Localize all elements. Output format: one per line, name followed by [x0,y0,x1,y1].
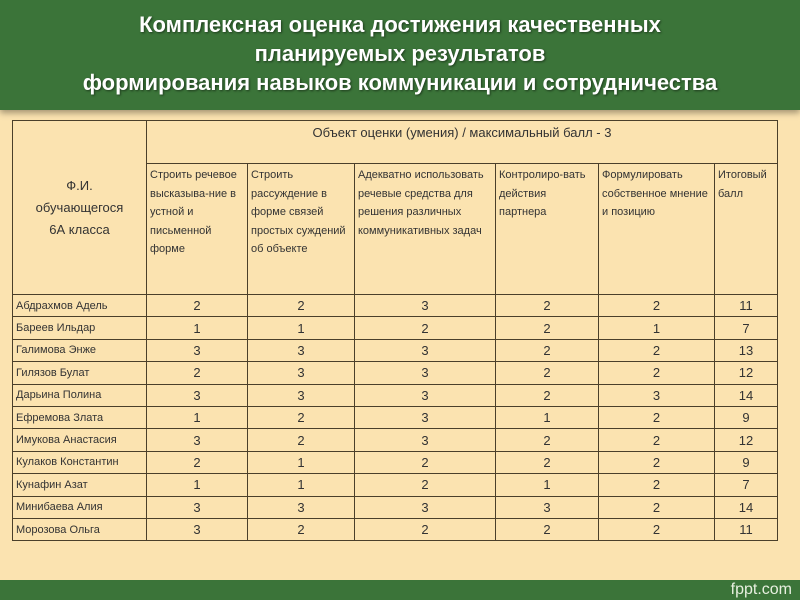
score-cell: 3 [355,429,496,451]
table-row [13,406,778,428]
score-cell: 2 [599,429,715,451]
table-row [13,429,778,451]
total-score: 11 [715,518,778,540]
score-cell: 2 [496,451,599,473]
title-line: Комплексная оценка достижения качественных [139,12,661,37]
score-cell: 2 [147,451,248,473]
table-row [13,295,778,317]
table-row [13,518,778,540]
total-score: 11 [715,295,778,317]
table-row [13,384,778,406]
table-row [13,474,778,496]
score-cell: 2 [599,406,715,428]
score-cell: 2 [355,317,496,339]
score-cell: 3 [147,339,248,361]
score-cell: 2 [496,339,599,361]
score-cell: 3 [248,496,355,518]
student-name: Минибаева Алия [13,496,147,518]
score-cell: 3 [355,339,496,361]
total-score: 13 [715,339,778,361]
total-score: 14 [715,496,778,518]
score-cell: 2 [496,429,599,451]
total-score: 9 [715,406,778,428]
total-header: Итоговый балл [715,164,778,295]
score-cell: 2 [496,518,599,540]
assessment-group-header: Объект оценки (умения) / максимальный балл - 3 [147,121,778,164]
student-name: Гилязов Булат [13,362,147,384]
criterion-header: Адекватно использовать речевые средства для решения различных коммуникативных задач [355,164,496,295]
score-cell: 2 [147,295,248,317]
score-cell: 2 [248,429,355,451]
score-cell: 3 [496,496,599,518]
title-line: планируемых результатов [254,41,546,66]
score-cell: 1 [147,406,248,428]
results-table [12,120,778,541]
student-name: Дарьина Полина [13,384,147,406]
score-cell: 2 [599,518,715,540]
total-score: 14 [715,384,778,406]
score-cell: 2 [599,474,715,496]
score-cell: 2 [496,317,599,339]
score-cell: 2 [355,518,496,540]
title-line: формирования навыков коммуникации и сотрудничества [82,70,718,95]
total-score: 12 [715,362,778,384]
score-cell: 3 [355,295,496,317]
score-cell: 1 [147,474,248,496]
score-cell: 2 [599,362,715,384]
total-score: 12 [715,429,778,451]
score-cell: 2 [147,362,248,384]
table-row [13,317,778,339]
score-cell: 3 [147,429,248,451]
slide-title [0,10,800,97]
score-cell: 3 [248,384,355,406]
total-score: 9 [715,451,778,473]
score-cell: 2 [248,406,355,428]
total-score: 7 [715,474,778,496]
table-row [13,362,778,384]
header-line: обучающегося [35,199,124,215]
score-cell: 2 [599,451,715,473]
table-row [13,496,778,518]
score-cell: 1 [248,317,355,339]
score-cell: 1 [248,474,355,496]
student-name: Кулаков Константин [13,451,147,473]
student-name: Кунафин Азат [13,474,147,496]
student-name-header [13,121,147,295]
criterion-header: Формулировать собственное мнение и позицию [599,164,715,295]
score-cell: 2 [248,518,355,540]
criterion-header: Контролиро-вать действия партнера [496,164,599,295]
score-cell: 3 [355,384,496,406]
brand-label: fppt.com [730,581,792,598]
criterion-header: Строить рассуждение в форме связей простых суждений об объекте [248,164,355,295]
header-line: 6А класса [49,221,110,237]
score-cell: 3 [599,384,715,406]
student-name: Абдрахмов Адель [13,295,147,317]
score-cell: 2 [496,384,599,406]
student-name: Галимова Энже [13,339,147,361]
criterion-header: Строить речевое высказыва-ние в устной и письменной форме [147,164,248,295]
score-cell: 3 [248,362,355,384]
score-cell: 1 [496,406,599,428]
score-cell: 2 [355,474,496,496]
table-row [13,451,778,473]
score-cell: 3 [147,518,248,540]
score-cell: 3 [355,496,496,518]
table-row [13,339,778,361]
score-cell: 2 [248,295,355,317]
student-name: Имукова Анастасия [13,429,147,451]
score-cell: 3 [355,406,496,428]
score-cell: 1 [248,451,355,473]
score-cell: 1 [599,317,715,339]
total-score: 7 [715,317,778,339]
footer-bar [0,580,800,600]
score-cell: 2 [355,451,496,473]
score-cell: 3 [248,339,355,361]
score-cell: 3 [147,384,248,406]
score-cell: 2 [496,295,599,317]
score-cell: 2 [496,362,599,384]
score-cell: 2 [599,496,715,518]
score-cell: 3 [147,496,248,518]
score-cell: 1 [147,317,248,339]
student-name: Ефремова Злата [13,406,147,428]
score-cell: 2 [599,295,715,317]
student-name: Морозова Ольга [13,518,147,540]
score-cell: 3 [355,362,496,384]
score-cell: 1 [496,474,599,496]
header-line: Ф.И. [66,177,93,193]
score-cell: 2 [599,339,715,361]
student-name: Бареев Ильдар [13,317,147,339]
